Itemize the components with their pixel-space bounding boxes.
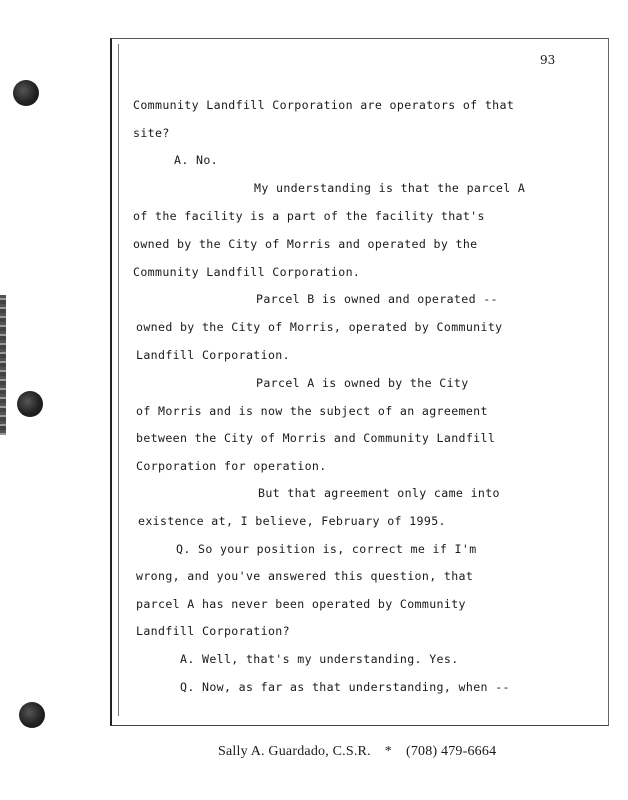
transcript-line: between the City of Morris and Community Landfill [136, 431, 496, 445]
transcript-line: owned by the City of Morris, operated by Community [136, 320, 503, 334]
page-number: 93 [540, 53, 556, 67]
transcript-line: My understanding is that the parcel A [254, 181, 526, 195]
transcript-line: owned by the City of Morris and operated by the [133, 237, 478, 251]
transcript-line: wrong, and you've answered this question, that [136, 569, 474, 583]
transcript-line: Landfill Corporation. [136, 348, 290, 362]
reporter-footer [218, 744, 496, 760]
binder-hole-icon [13, 80, 39, 106]
transcript-line: Corporation for operation. [136, 459, 327, 473]
transcript-line: existence at, I believe, February of 1995. [138, 514, 446, 528]
transcript-line: Parcel B is owned and operated -- [256, 292, 498, 306]
transcript-line: A. Well, that's my understanding. Yes. [180, 652, 459, 666]
transcript-line: Q. So your position is, correct me if I'm [176, 542, 477, 556]
binder-hole-icon [17, 391, 43, 417]
transcript-line: Q. Now, as far as that understanding, when -- [180, 680, 510, 694]
margin-rule [118, 44, 119, 716]
transcript-line: Community Landfill Corporation are operators of that [133, 98, 515, 112]
transcript-line: of the facility is a part of the facility that's [133, 209, 485, 223]
transcript-line: parcel A has never been operated by Community [136, 597, 466, 611]
transcript-line: Community Landfill Corporation. [133, 265, 361, 279]
reporter-phone: (708) 479-6664 [405, 744, 497, 759]
transcript-line: But that agreement only came into [258, 486, 500, 500]
transcript-line: site? [133, 126, 170, 140]
transcript-line: A. No. [174, 153, 218, 167]
footer-separator: * [384, 744, 392, 759]
binder-hole-icon [19, 702, 45, 728]
transcript-line: of Morris and is now the subject of an agreement [136, 404, 488, 418]
transcript-line: Landfill Corporation? [136, 624, 290, 638]
scan-edge-mark [0, 295, 6, 435]
reporter-name: Sally A. Guardado, C.S.R. [218, 744, 371, 759]
transcript-line: Parcel A is owned by the City [256, 376, 469, 390]
